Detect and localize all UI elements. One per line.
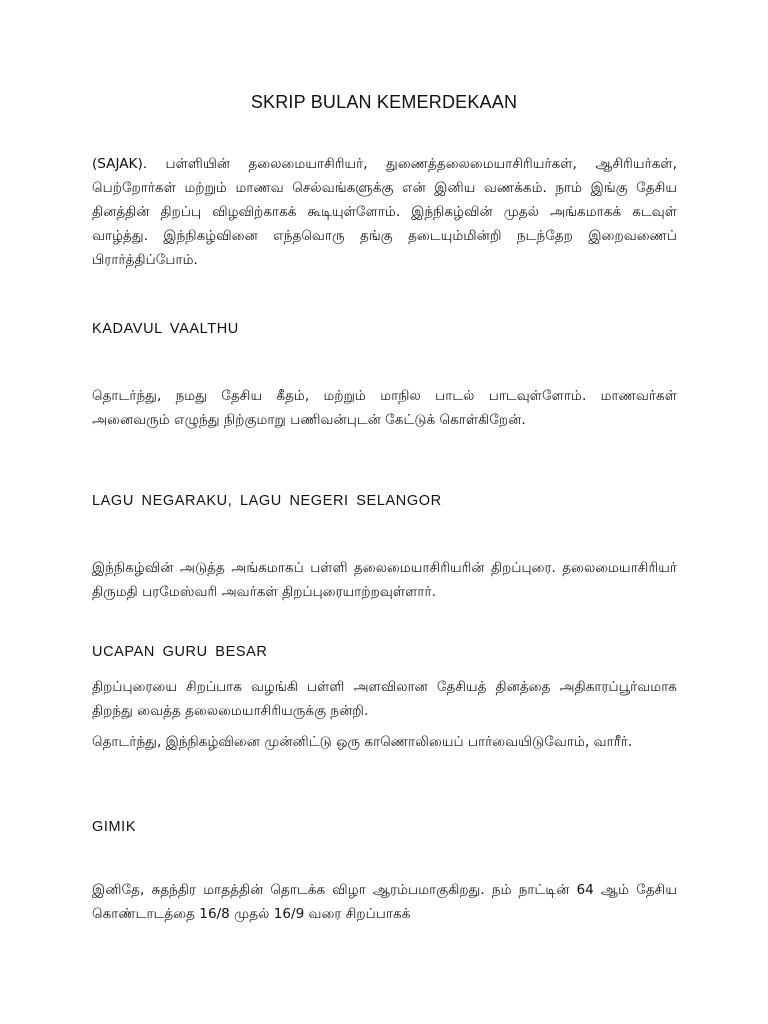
heading-lagu-negaraku: LAGU NEGARAKU, LAGU NEGERI SELANGOR [92,493,442,509]
paragraph-thanks: திறப்புரையை சிறப்பாக வழங்கி பள்ளி அளவிலான தேசியத் தினத்தை அதிகாரப்பூர்வமாக திறந்து வைத்த தலைமையாசிரியருக்கு நன்றி. [92,679,677,719]
paragraph-opening-speech: இந்நிகழ்வின் அடுத்த அங்கமாகப் பள்ளி தலைமையாசிரியரின் திறப்புரை. தலைமையாசிரியர் திருமதி பரமேஸ்வரி அவர்கள் திறப்புரையாற்றவுள்ளார். [92,560,677,600]
document-title: SKRIP BULAN KEMERDEKAAN [250,92,518,112]
paragraph-intro: (SAJAK). பள்ளியின் தலைமையாசிரியர், துணைத்தலைமையாசிரியர்கள், ஆசிரியர்கள், பெற்றோர்கள் மற்றும் மாணவ செல்வங்களுக்கு என் இனிய வணக்கம். நாம் இங்கு தேசிய தினத்தின் திறப்பு விழவிற்காகக் கூடியுள்ளோம். இந்நிகழ்வின் முதல் அங்கமாகக் கடவுள் வாழ்த்து. இந்நிகழ்வினை எந்தவொரு தங்கு தடையும்மின்றி நடந்தேற இறைவணைப் பிரார்த்திப்போம். [92,156,677,268]
paragraph-closing: இனிதே, சுதந்திர மாதத்தின் தொடக்க விழா ஆரம்பமாகுகிறது. நம் நாட்டின் 64 ஆம் தேசிய கொண்டாடத்தை 16/8 முதல் 16/9 வரை சிறப்பாகக் [92,882,677,922]
paragraph-national-anthem: தொடர்ந்து, நமது தேசிய கீதம், மற்றும் மாநில பாடல் பாடவுள்ளோம். மாணவர்கள் அனைவரும் எழுந்து நிற்குமாறு பணிவன்புடன் கேட்டுக் கொள்கிறேன். [92,388,677,428]
heading-kadavul-vaalthu: KADAVUL VAALTHU [92,321,239,337]
heading-ucapan-guru-besar: UCAPAN GURU BESAR [92,644,268,660]
paragraph-video: தொடர்ந்து, இந்நிகழ்வினை முன்னிட்டு ஒரு காணொலியைப் பார்வையிடுவோம், வாரீர். [92,734,633,750]
heading-gimik: GIMIK [92,819,137,835]
